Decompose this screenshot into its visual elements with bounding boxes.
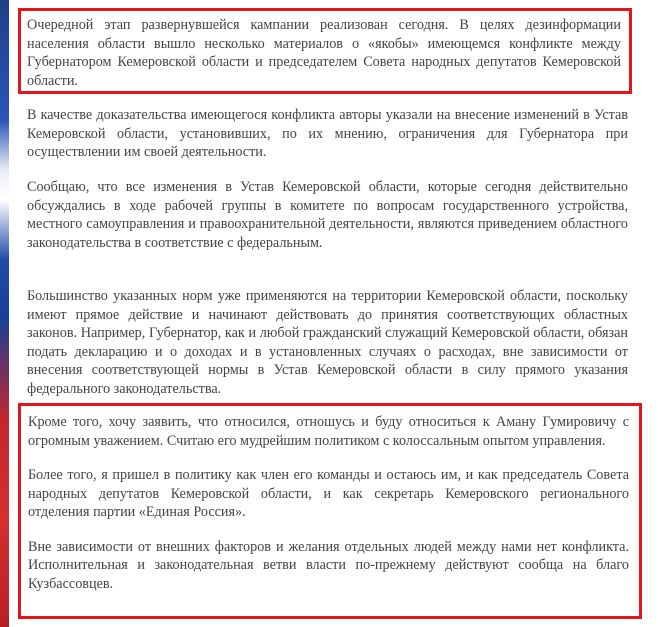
paragraph-4: Большинство указанных норм уже применяются на территории Кемеровской области, поскольку имеют прямое действие и начинают действовать до принятия соответствующих областных законов. Например, Губернатор, как и любой гражданский служащий Кемеровской области, обязан подать декларацию и о доходах и в установленных случаях о расходах, вне зависимости от внесения соответствующей нормы в Устав Кемеровской области в силу прямого указания федерального законодательства. <box>27 288 628 397</box>
paragraph-1: Очередной этап развернувшейся кампании реализован сегодня. В целях дезинформации населения области вышло несколько материалов о «якобы» имеющемся конфликте между Губернатором Кемеровской области и председателем Совета народных депутатов Кемеровской области. <box>27 17 621 89</box>
paragraph-3: Сообщаю, что все изменения в Устав Кемеровской области, которые сегодня действительно обсуждались в ходе рабочей группы в комитете по вопросам государственного устройства, местного самоуправления и правоохранительной деятельности, являются приведением областного законодательства в соответствие с федеральным. <box>27 179 628 251</box>
highlight-box-bottom <box>18 403 642 619</box>
paragraph-6: Более того, я пришел в политику как член его команды и остаюсь им, и как председатель Совета народных депутатов Кемеровской области, и как секретарь Кемеровского регионального отделения партии «Единая Россия». <box>28 467 629 520</box>
highlight-box-top <box>18 8 632 94</box>
paragraph-2: В качестве доказательства имеющегося конфликта авторы указали на внесение изменений в Устав Кемеровской области, установивших, по их мнению, ограничения для Губернатора при осуществлении им своей деятельности. <box>27 107 628 160</box>
paragraph-5: Кроме того, хочу заявить, что относился, отношусь и буду относиться к Аману Гумировичу с огромным уважением. Считаю его мудрейшим политиком с колоссальным опытом управления. <box>28 414 629 449</box>
flag-stripe <box>0 0 9 627</box>
paragraph-7: Вне зависимости от внешних факторов и желания отдельных людей между нами нет конфликта. Исполнительная и законодательная ветви власти по-прежнему действуют сообща на благо Кузбассовцев. <box>28 538 629 592</box>
